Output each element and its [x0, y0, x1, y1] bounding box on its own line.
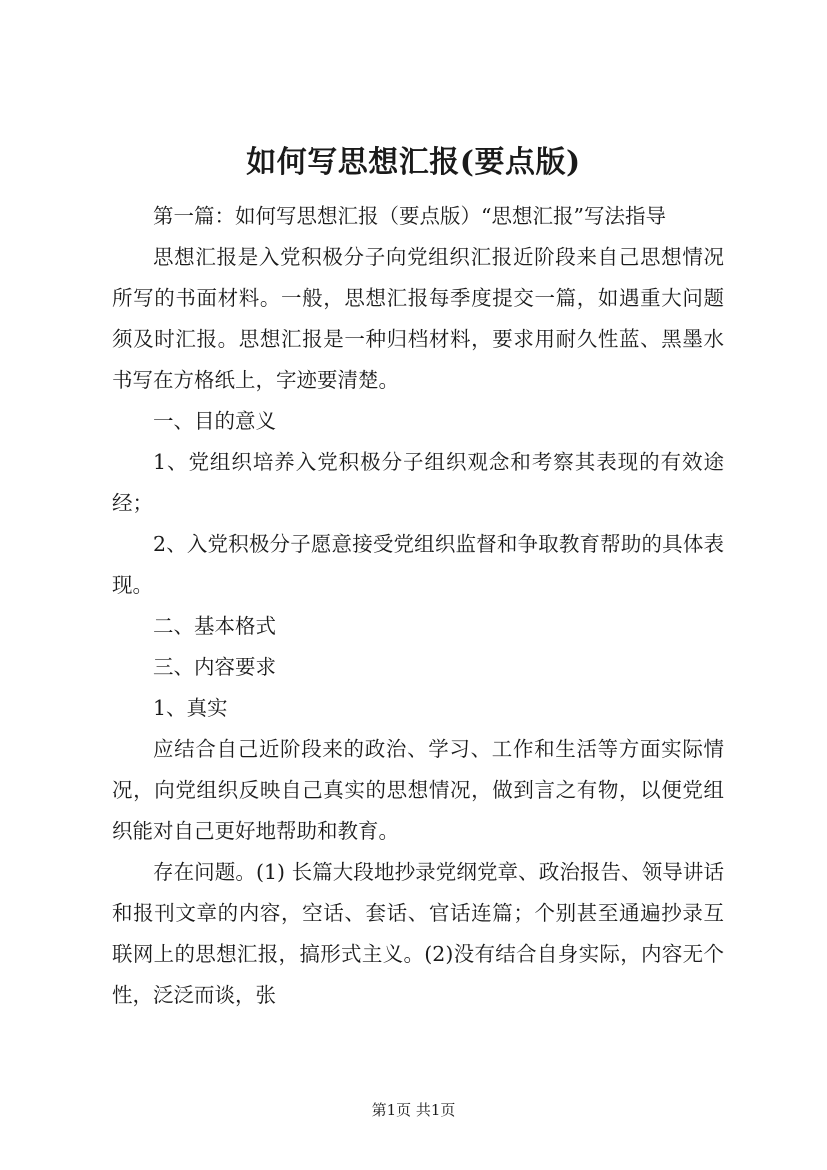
paragraph: 2、入党积极分子愿意接受党组织监督和争取教育帮助的具体表现。 [112, 532, 724, 597]
section-heading: 一、目的意义 [153, 409, 276, 433]
page-footer: 第1页 共1页 [371, 1101, 456, 1119]
paragraph: 思想汇报是入党积极分子向党组织汇报近阶段来自己思想情况所写的书面材料。一般，思想汇报每季度提交一篇，如遇重大问题须及时汇报。思想汇报是一种归档材料，要求用耐久性蓝、黑墨水书写在方格纸上，字迹要清楚。 [112, 245, 724, 392]
document-body [112, 196, 724, 1016]
paragraph: 存在问题。(1) 长篇大段地抄录党纲党章、政治报告、领导讲话和报刊文章的内容，空话、套话、官话连篇；个别甚至通遍抄录互联网上的思想汇报，搞形式主义。(2)没有结合自身实际，内容无个性，泛泛而谈，张 [112, 860, 724, 1007]
paragraph: 应结合自己近阶段来的政治、学习、工作和生活等方面实际情况，向党组织反映自己真实的思想情况，做到言之有物，以便党组织能对自己更好地帮助和教育。 [112, 737, 724, 843]
paragraph: 1、党组织培养入党积极分子组织观念和考察其表现的有效途经； [112, 450, 724, 515]
document-title: 如何写思想汇报(要点版) [246, 145, 581, 180]
paragraph-heading: 第一篇：如何写思想汇报（要点版）“思想汇报”写法指导 [153, 204, 666, 228]
subsection-heading: 1、真实 [153, 696, 228, 720]
section-heading: 二、基本格式 [153, 614, 276, 638]
section-heading: 三、内容要求 [153, 655, 276, 679]
